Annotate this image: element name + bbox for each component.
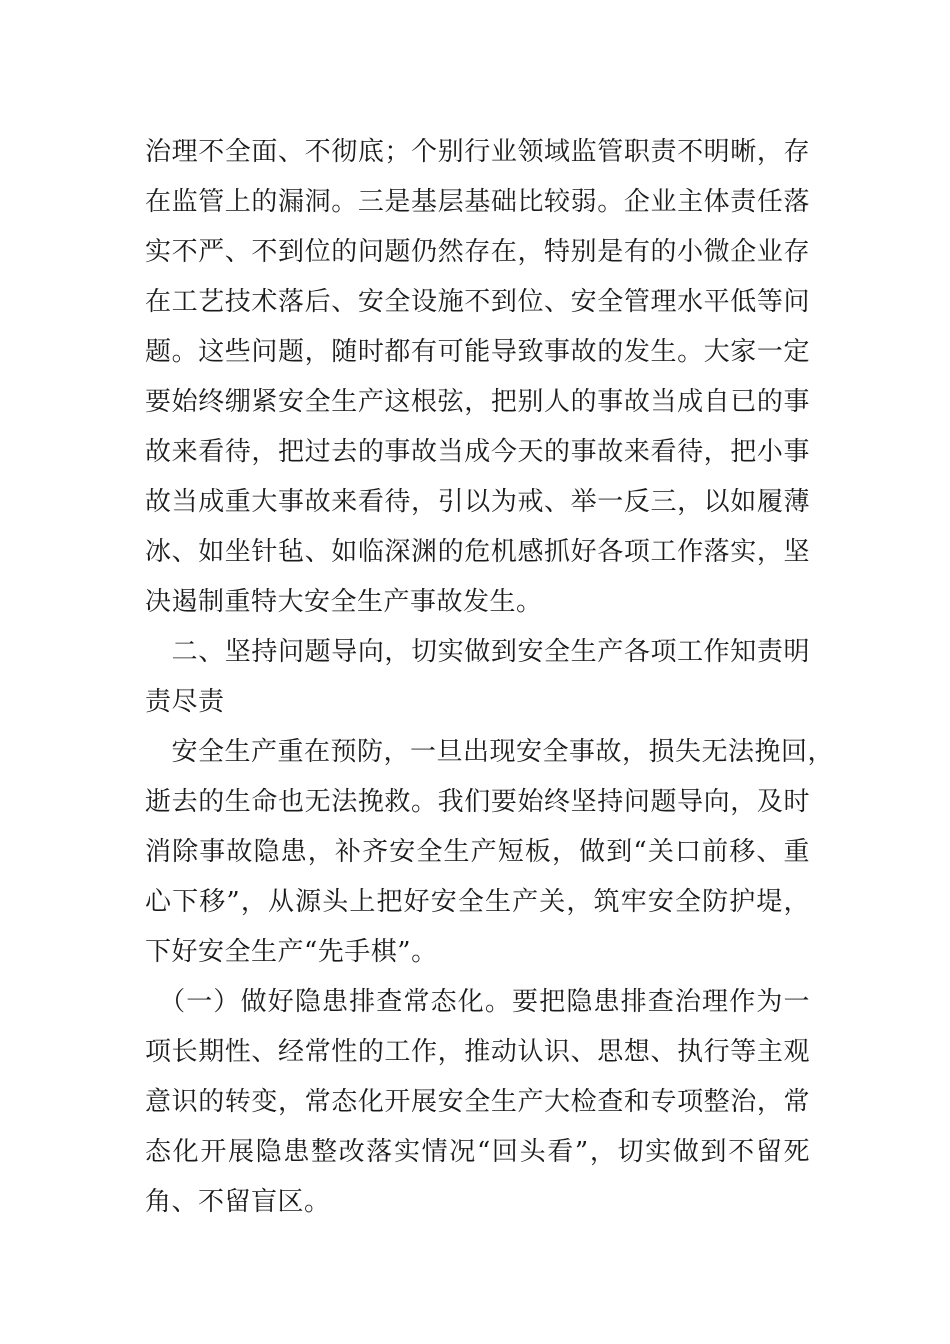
text-line-22: 角、不留盲区。 bbox=[145, 1187, 331, 1217]
text-line-19: 项长期性、经常性的工作，推动认识、思想、执行等主观 bbox=[145, 1037, 810, 1067]
section-heading-line-1: 二、坚持问题导向，切实做到安全生产各项工作知责明 bbox=[145, 637, 810, 667]
text-line-3: 实不严、不到位的问题仍然存在，特别是有的小微企业存 bbox=[145, 237, 810, 267]
text-line-15: 消除事故隐患，补齐安全生产短板，做到“关口前移、重 bbox=[145, 837, 810, 867]
text-line-4: 在工艺技术落后、安全设施不到位、安全管理水平低等问 bbox=[145, 287, 810, 317]
text-line-7: 故来看待，把过去的事故当成今天的事故来看待，把小事 bbox=[145, 437, 810, 467]
text-line-2: 在监管上的漏洞。三是基层基础比较弱。企业主体责任落 bbox=[145, 187, 810, 217]
text-line-1: 治理不全面、不彻底；个别行业领域监管职责不明晰，存 bbox=[145, 137, 810, 167]
text-line-14: 逝去的生命也无法挽救。我们要始终坚持问题导向，及时 bbox=[145, 787, 810, 817]
text-line-16: 心下移”，从源头上把好安全生产关，筑牢安全防护堤， bbox=[145, 887, 810, 917]
text-line-6: 要始终绷紧安全生产这根弦，把别人的事故当成自已的事 bbox=[145, 387, 810, 417]
text-line-5: 题。这些问题，随时都有可能导致事故的发生。大家一定 bbox=[145, 337, 810, 367]
text-line-20: 意识的转变，常态化开展安全生产大检查和专项整治，常 bbox=[145, 1087, 810, 1117]
subsection-line-1: （一）做好隐患排查常态化。要把隐患排查治理作为一 bbox=[145, 987, 810, 1017]
text-line-13: 安全生产重在预防，一旦出现安全事故，损失无法挽回， bbox=[145, 737, 835, 767]
text-line-9: 冰、如坐针毡、如临深渊的危机感抓好各项工作落实，坚 bbox=[145, 537, 810, 567]
text-line-8: 故当成重大事故来看待，引以为戒、举一反三，以如履薄 bbox=[145, 487, 810, 517]
text-line-17: 下好安全生产“先手棋”。 bbox=[145, 937, 438, 967]
text-line-21: 态化开展隐患整改落实情况“回头看”，切实做到不留死 bbox=[145, 1137, 810, 1167]
section-heading-line-2: 责尽责 bbox=[145, 687, 225, 717]
text-line-10: 决遏制重特大安全生产事故发生。 bbox=[145, 587, 543, 617]
